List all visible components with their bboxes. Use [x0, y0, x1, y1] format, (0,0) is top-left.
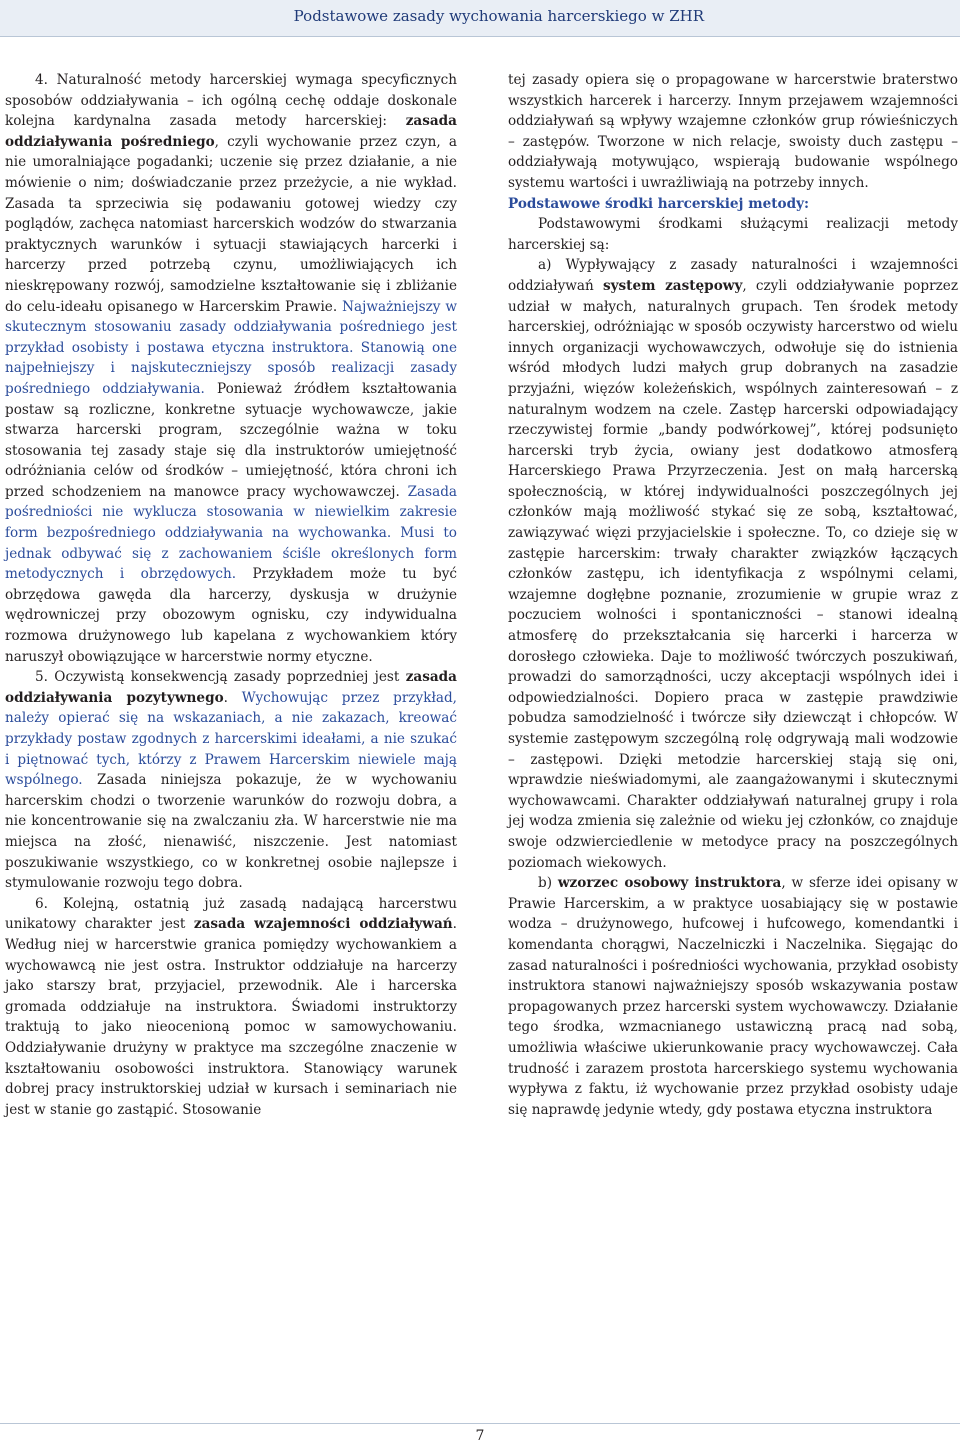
- item-b: [508, 873, 958, 1120]
- section-intro: Podstawowymi środkami służącymi realizacji metody harcerskiej są:: [508, 216, 958, 253]
- paragraph-continued: tej zasady opiera się o propagowane w harcerstwie braterstwo wszystkich harcerek i harcerzy. Innym przejawem wzajemności oddziaływań są wpływy wzajemne członków grup rówieśniczych – zastępów. Tworzone w nich relacje, swoisty duch zastępu – oddziaływają motywująco, wspierają budowanie wspólnego systemu wartości i uwrażliwiają na potrzeby innych.: [508, 72, 958, 191]
- page-number: 7: [475, 1428, 485, 1444]
- p4-text-c: Ponieważ źródłem kształtowania postaw są rozliczne, konkretne sytuacje wychowawcze, jakie stwarza harcerski program, szczególnie ważna w toku stosowania tej zasady staje się dla instruktorów umiejętność odróżniania celów od środków – umiejętność, która chroni ich przed schodzeniem na manowce pracy wychowawczej.: [5, 380, 457, 500]
- item-a-emphasis: system zastępowy: [602, 277, 743, 294]
- p5-text-a: 5. Oczywistą konsekwencją zasady poprzedniej jest: [35, 669, 406, 686]
- p6-text-a: 6. Kolejną, ostatnią już zasadą nadającą harcerstwu unikatowy charakter jest: [5, 895, 457, 933]
- p4-emphasis: zasada oddziaływania pośredniego: [5, 113, 457, 150]
- page-header: [0, 0, 960, 37]
- p4-text-d: Przykładem może tu być obrzędowa gawęda dla harcerzy, dyskusja w drużynie wędrowniczej przy obozowym ognisku, czy indywidualna rozmowa drużynowego lub kapelana z wychowankiem który naruszył obowiązujące w harcerstwie normy etyczne.: [5, 566, 457, 665]
- paragraph-4: [5, 70, 457, 667]
- left-column: [5, 70, 457, 1120]
- footer-divider: [0, 1423, 960, 1424]
- paragraph-5: [5, 667, 457, 894]
- p4-text-b: , czyli wychowanie przez czyn, a nie umoralniające pogadanki; uczenie się przez działanie, a nie mówienie o nim; doświadczanie przez przeżycie, a nie wykład. Zasada ta sprzeciwia się podawaniu gotowej wiedzy czy poglądów, zachęca natomiast harcerskich wodzów do stwarzania praktycznych warunków i sytuacji stawiających harcerki i harcerzy przed potrzebą czynu, umożliwiających ich nieskrępowany rozwój, samodzielne kształtowanie się i zbliżanie do celu-ideału opisanego w Harcerskim Prawie.: [5, 133, 457, 315]
- p5-emphasis: zasada oddziaływania pozytywnego: [5, 669, 457, 706]
- p4-text-a: 4. Naturalność metody harcerskiej wymaga specyficznych sposobów oddziaływania – ich ogólną cechę oddaje doskonale kolejna kardynalna zasada metody harcerskiej:: [5, 72, 457, 130]
- item-b-emphasis: wzorzec osobowy instruktora: [557, 875, 782, 892]
- p5-highlight: Wychowując przez przykład, należy opierać się na wskazaniach, a nie zakazach, kreować przykłady postaw zgodnych z harcerskimi ideałami, a nie szukać i piętnować tych, którzy z Prawem Harcerskim niewiele mają wspólnego.: [5, 689, 457, 789]
- item-b-text-b: , w sferze idei opisany w Prawie Harcerskim, a w praktyce uosabiający się w postawie wodza – drużynowego, hufcowej i hufcowego, komendantki i komendanta chorągwi, Naczelniczki i Naczelnika. Sięgając do zasad naturalności i pośredniości wychowania, przykład osobisty instruktora stanowi najważniejszy sposób wskazywania postaw propagowanych przez harcerski system wychowawczy. Działanie tego środka, wzmacnianego ustawiczną pracą nad sobą, umożliwia właściwe ukierunkowanie pracy wychowawczej. Cała trudność i zarazem prostota harcerskiego systemu wychowania wypływa z faktu, iż wychowanie przez przykład osobisty udaje się naprawdę jedynie wtedy, gdy postawa etyczna instruktora: [508, 875, 959, 1118]
- header-title: Podstawowe zasady wychowania harcerskiego w ZHR: [293, 7, 704, 25]
- p5-text-c: Zasada niniejsza pokazuje, że w wychowaniu harcerskim chodzi o tworzenie warunków do rozwoju dobra, a nie koncentrowanie się na zwalczaniu zła. W harcerstwie nie ma miejsca na złość, nienawiść, niszczenie. Jest natomiast poszukiwanie wszystkiego, co w konkretnej osobie najlepsze i stymulowanie rozwoju tego dobra.: [5, 772, 457, 892]
- section-heading: Podstawowe środki harcerskiej metody:: [508, 195, 810, 212]
- item-a-text-b: , czyli oddziaływanie poprzez udział w małych, naturalnych grupach. Ten środek metody harcerskiej, odróżniając w sposób oczywisty harcerstwo od wielu innych organizacji wychowawczych, odwołuje się do istnienia wśród młodych ludzi małych grup dobranych na zasadzie przyjaźni, więzów koleżeńskich, wspólnych zainteresowań – z naturalnym wodzem na czele. Zastęp harcerski odpowiadający rzeczywistej formie „bandy podwórkowej”, której podsunięto harcerski tryb życia, owiany jest dodatkowo atmosferą Harcerskiego Prawa Przyrzeczenia. Jest on małą harcerską społecznością, w której indywidualności poszczególnych jej członków mają możliwość stykać się ze sobą, kształtować, zawiązywać więzi przyjacielskie i społeczne. To, co dzieje się w zastępie harcerskim: trwały charakter związków łączących członków zastępu, ich identyfikacja z wspólnymi celami, wzajemne dogłębne poznanie, zrozumienie w grupie wraz z poczuciem wolności i spontaniczności – stanowi idealną atmosferę do przekształcania się harcerki i harcerza w dorosłego człowieka. Daje to możliwość twórczych poszukiwań, prowadzi do samorządności, uczy akceptacji wspólnych idei i odpowiedzialności. Dopiero praca w zastępie prawdziwie pobudza samodzielność i twórcze siły dziewcząt i chłopców. W systemie zastępowym szczególną rolę odgrywają mali wodzowie – zastępowi. Dzięki metodzie harcerskiej stają się oni, wprawdzie nieświadomymi, ale zaangażowanymi i skutecznymi wychowawcami. Charakter oddziaływań naturalnej grupy i rola jej wodza zmienia się zależnie od wieku jej członków, co znajduje swoje odzwierciedlenie w metodyce pracy na poszczególnych poziomach wiekowych.: [508, 277, 958, 871]
- item-a-text-a: a) Wypływający z zasady naturalności i wzajemności oddziaływań: [508, 257, 958, 294]
- paragraph-6: [5, 894, 457, 1121]
- p4-highlight-1: Najważniejszy w skutecznym stosowaniu zasady oddziaływania pośredniego jest przykład osobisty i postawa etyczna instruktora. Stanowią one najpełniejszy i najskuteczniejszy sposób realizacji zasady pośredniego oddziaływania.: [5, 298, 457, 397]
- item-a: [508, 255, 958, 873]
- p4-highlight-2: Zasada pośredniości nie wyklucza stosowania w niewielkim zakresie form bezpośredniego oddziaływania na wychowanka. Musi to jednak odbywać się z zachowaniem ściśle określonych form metodycznych i obrzędowych.: [5, 483, 457, 583]
- p6-text-b: . Według niej w harcerstwie granica pomiędzy wychowankiem a wychowawcą nie jest ostra. Instruktor oddziałuje na harcerzy jako starszy brat, przyjaciel, przewodnik. Ale i harcerska gromada oddziałuje na instruktora. Świadomi instruktorzy traktują to jako nieocenioną pomoc w samowychowaniu. Oddziaływanie drużyny w praktyce ma szczególne znaczenie w kształtowaniu osobowości instruktora. Stanowiący warunek dobrej pracy instruktorskiej udział w kursach i seminariach nie jest w stanie go zastąpić. Stosowanie: [5, 916, 457, 1118]
- item-b-text-a: b): [538, 875, 558, 892]
- p5-text-b: .: [223, 689, 242, 706]
- right-column: [508, 70, 958, 1120]
- p6-emphasis: zasada wzajemności oddziaływań: [193, 916, 453, 933]
